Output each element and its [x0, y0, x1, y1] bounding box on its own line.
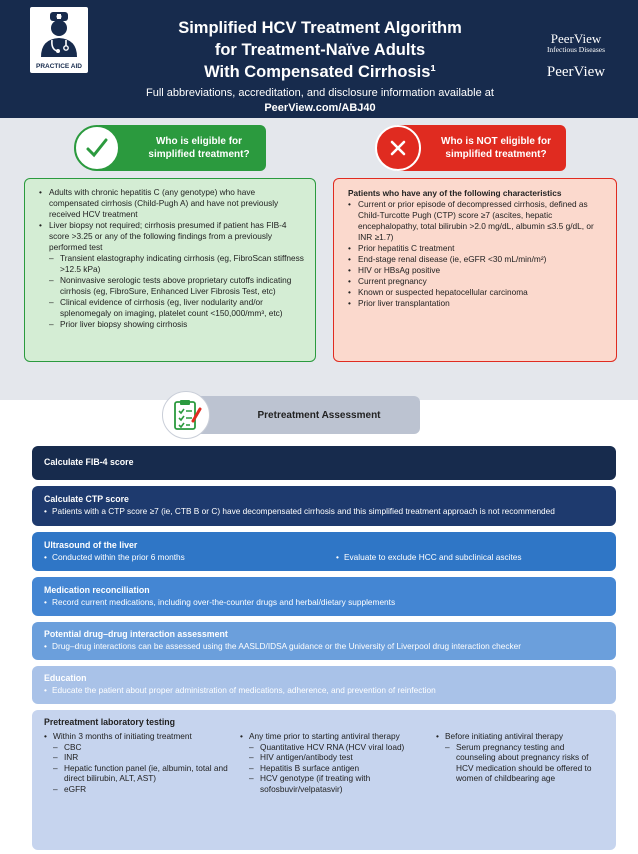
- title-line: Simplified HCV Treatment Algorithm: [178, 19, 462, 37]
- list-item: • Any time prior to starting antiviral therapy: [240, 731, 418, 742]
- step-bullet: • Educate the patient about proper administration of medications, adherence, and prevention of reinfection: [44, 685, 604, 696]
- clipboard-circle: [162, 391, 210, 439]
- eligible-heading-line: Who is eligible for: [155, 136, 243, 147]
- url-link[interactable]: PeerView.com/ABJ40: [264, 102, 376, 114]
- sub-list-item: – Clinical evidence of cirrhosis (eg, liver nodularity and/or splenomegaly on imaging, platelet count <150,000/mm³, etc): [39, 297, 305, 319]
- not-eligible-icon-circle: [375, 125, 421, 171]
- x-icon: [388, 138, 408, 158]
- step-ctp: [32, 486, 616, 526]
- badge-label: PRACTICE AID: [36, 63, 82, 70]
- sub-list-item: – Prior liver biopsy showing cirrhosis: [39, 319, 305, 330]
- list-item: • Current pregnancy: [348, 276, 606, 287]
- step-bullet: • Record current medications, including over-the-counter drugs and herbal/dietary supplements: [44, 597, 604, 608]
- sub-list-item: – Serum pregnancy testing and counseling about pregnancy risks of HCV medication should be offered to women of childbearing age: [436, 742, 606, 784]
- not-eligible-heading-line: Who is NOT eligible for: [441, 136, 551, 147]
- pretreatment-heading: Pretreatment Assessment: [190, 396, 420, 434]
- not-eligible-list: [348, 199, 606, 309]
- sub-list-item: – Hepatitis B surface antigen: [240, 763, 418, 774]
- doctor-icon: [39, 11, 79, 57]
- lab-list: [44, 731, 229, 795]
- step-title: Medication reconciliation: [44, 585, 150, 595]
- list-item: • Liver biopsy not required; cirrhosis presumed if patient has FIB-4 score >3.25 or any of the following findings from a previously performed test: [39, 220, 305, 253]
- practice-aid-badge: [30, 7, 88, 73]
- header: [0, 0, 638, 118]
- sub-list-item: – Noninvasive serologic tests above proprietary cutoffs indicating cirrhosis (eg, FibroSure, Enhanced Liver Fibrosis Test, etc): [39, 275, 305, 297]
- sub-list-item: – Transient elastography indicating cirrhosis (eg, FibroScan stiffness >12.5 kPa): [39, 253, 305, 275]
- lab-list: [240, 731, 418, 795]
- clipboard-icon: [172, 399, 202, 431]
- step-education: [32, 666, 616, 704]
- step-title: Education: [44, 673, 87, 683]
- lab-columns: [44, 729, 604, 839]
- list-item: • Prior liver transplantation: [348, 298, 606, 309]
- subtitle-text: Full abbreviations, accreditation, and disclosure information available at: [146, 87, 494, 99]
- lab-column: [436, 731, 606, 784]
- list-item: • End-stage renal disease (ie, eGFR <30 mL/min/m²): [348, 254, 606, 265]
- step-ddi: [32, 622, 616, 660]
- not-eligible-panel: [333, 178, 617, 362]
- not-eligible-heading-line: simplified treatment?: [445, 149, 547, 160]
- brand-logo-id-sub: Infectious Diseases: [546, 45, 606, 54]
- step-title: Pretreatment laboratory testing: [44, 717, 176, 727]
- check-icon: [84, 135, 110, 161]
- step-title: Calculate FIB-4 score: [44, 457, 134, 467]
- sub-list-item: – Hepatic function panel (ie, albumin, total and direct bilirubin, ALT, AST): [44, 763, 229, 784]
- eligible-icon-circle: [74, 125, 120, 171]
- sub-list-item: – CBC: [44, 742, 229, 753]
- eligible-panel: [24, 178, 316, 362]
- list-item: • Current or prior episode of decompressed cirrhosis, defined as Child-Turcotte Pugh (CTP) score ≥7 (ascites, hepatic encephalopathy, total bilirubin >2.0 mg/dL, albumin ≤3.5 g/dL, or INR ≥1.7): [348, 199, 606, 243]
- step-medication: [32, 577, 616, 616]
- list-item: • HIV or HBsAg positive: [348, 265, 606, 276]
- sub-list-item: – Quantitative HCV RNA (HCV viral load): [240, 742, 418, 753]
- step-ultrasound: [32, 532, 616, 571]
- title-line: for Treatment-Naïve Adults: [214, 41, 426, 59]
- page-subtitle: [80, 86, 560, 116]
- sub-list-item: – eGFR: [44, 784, 229, 795]
- step-title: Ultrasound of the liver: [44, 540, 138, 550]
- step-fib4: [32, 446, 616, 480]
- eligible-heading-line: simplified treatment?: [148, 149, 250, 160]
- step-title: Potential drug–drug interaction assessment: [44, 629, 228, 639]
- sub-list-item: – HCV genotype (if treating with sofosbuvir/velpatasvir): [240, 773, 418, 794]
- lab-column: [240, 731, 418, 795]
- lab-column: [44, 731, 229, 795]
- sub-list-item: – HIV antigen/antibody test: [240, 752, 418, 763]
- step-bullet: • Drug–drug interactions can be assessed using the AASLD/IDSA guidance or the University of Liverpool drug interaction checker: [44, 641, 604, 652]
- step-bullet: • Conducted within the prior 6 months: [44, 552, 336, 563]
- step-bullet: • Patients with a CTP score ≥7 (ie, CTB B or C) have decompensated cirrhosis and this simplified treatment approach is not recommended: [44, 506, 604, 517]
- list-item: • Prior hepatitis C treatment: [348, 243, 606, 254]
- brand-logo: PeerView: [546, 64, 606, 80]
- list-item: • Adults with chronic hepatitis C (any genotype) who have compensated cirrhosis (Child-Pugh A) and have not previously received HCV treatment: [39, 187, 305, 220]
- list-item: • Within 3 months of initiating treatment: [44, 731, 229, 742]
- step-labs: [32, 710, 616, 850]
- step-bullet: • Evaluate to exclude HCC and subclinical ascites: [336, 552, 522, 563]
- list-item: • Known or suspected hepatocellular carcinoma: [348, 287, 606, 298]
- list-item: • Before initiating antiviral therapy: [436, 731, 606, 742]
- page-title: [120, 17, 520, 83]
- brand-logo-id: PeerView: [550, 31, 602, 46]
- step-title: Calculate CTP score: [44, 494, 129, 504]
- sub-list-item: – INR: [44, 752, 229, 763]
- title-line: With Compensated Cirrhosis¹: [204, 63, 436, 81]
- not-eligible-intro: Patients who have any of the following characteristics: [348, 188, 562, 198]
- lab-list: [436, 731, 606, 784]
- eligible-list: [39, 187, 305, 330]
